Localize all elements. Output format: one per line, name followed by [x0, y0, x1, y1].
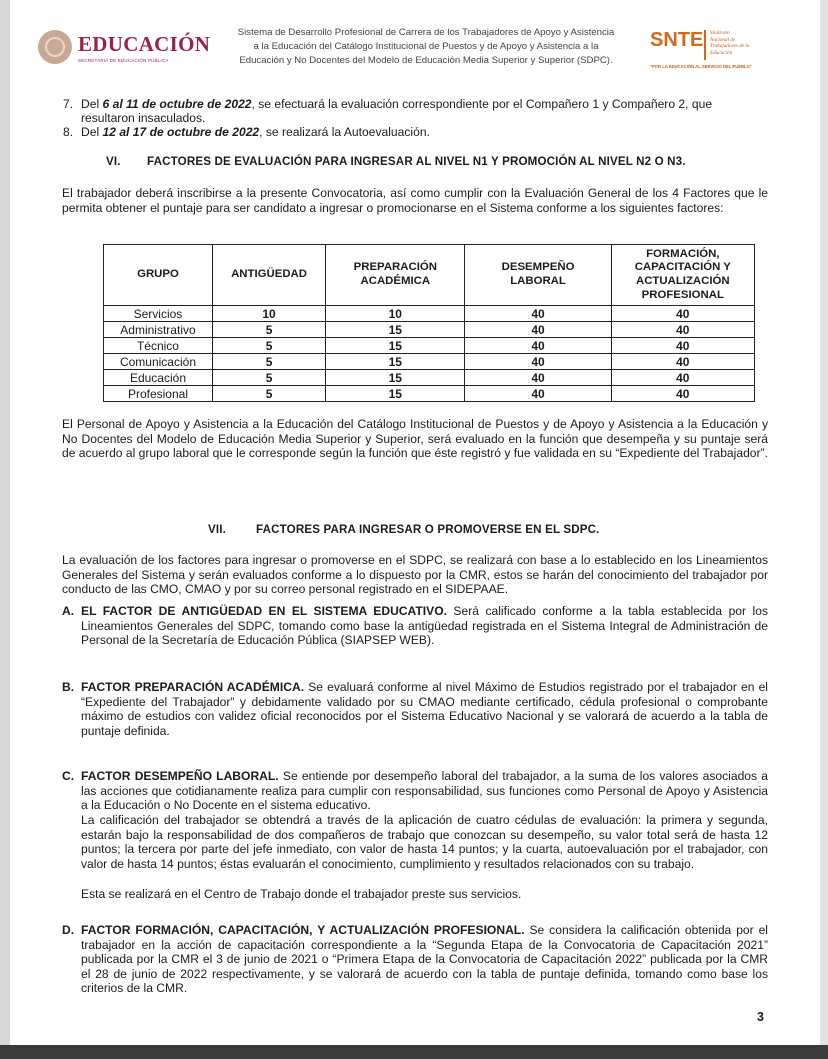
factor-letter: A. [62, 604, 75, 618]
column-header: FORMACIÓN, CAPACITACIÓN Y ACTUALIZACIÓN PROFESIONAL [611, 245, 754, 306]
page-number: 3 [757, 1010, 764, 1024]
sep-logo [36, 28, 211, 72]
table-row [104, 370, 755, 386]
column-header: DESEMPEÑO LABORAL [465, 245, 611, 306]
list-number: 7. [63, 97, 74, 111]
table-cell: 40 [611, 370, 754, 386]
table-cell: 10 [326, 306, 465, 322]
table-cell: 40 [465, 370, 611, 386]
factor-c [81, 769, 768, 813]
item-text: , se efectuará la evaluación correspondiente por el Compañero 1 y Compañero 2, que [251, 97, 713, 111]
factor-text: Se evaluará conforme al nivel Máximo de Estudios registrado por el trabajador en el “Expediente del Trabajador” y debidamente validado por su CMAO mediante certificado, cédula profesional o comprobante máximo de estudios con validez oficial reconocidos por el Sistema Educativo Nacional y se valorará de acuerdo a la tabla de puntaje definida. [81, 680, 768, 738]
factor-b [81, 680, 768, 738]
system-name [210, 26, 642, 68]
factor-title: FACTOR DESEMPEÑO LABORAL. [81, 769, 279, 783]
table-cell: 10 [212, 306, 325, 322]
table-cell: 5 [212, 370, 325, 386]
table-header-row [104, 245, 755, 306]
system-line-2: a la Educación del Catálogo Institucional de Puestos y de Apoyo y Asistencia a la [253, 41, 599, 52]
table-cell: 5 [212, 338, 325, 354]
factor-text: Se entiende por desempeño laboral del trabajador, a la suma de los valores asociados a las acciones que cotidianamente realiza para cumplir con responsabilidad, sus funciones como Personal de Apoyo y Asistencia a la Educación o No Docente en el sistema educativo. [81, 769, 768, 812]
system-line-1: Sistema de Desarrollo Profesional de Carrera de los Trabajadores de Apoyo y Asistencia [237, 27, 615, 38]
table-cell: 5 [212, 354, 325, 370]
list-item-7-continued: resultaron insaculados. [81, 111, 206, 125]
table-cell: 40 [465, 354, 611, 370]
table-cell: 40 [465, 386, 611, 402]
table-cell: 5 [212, 322, 325, 338]
factor-title: EL FACTOR DE ANTIGÜEDAD EN EL SISTEMA EDUCATIVO. [81, 604, 447, 618]
factors-table [103, 244, 755, 402]
table-cell: 15 [326, 354, 465, 370]
factor-c-paragraph-2: La calificación del trabajador se obtendrá a través de la aplicación de cuatro cédulas de evaluación: la primera y segunda, estarán bajo la responsabilidad de dos compañeros de trabajo que conozcan su desempeño, su valor total será de hasta 12 puntos; la tercera por parte del jefe inmediato, con valor de hasta 14 puntos; y la cuarta, autoevaluación por el trabajador, con valor de hasta 14 puntos; éstas evaluarán el conocimiento, cumplimiento y resultados relacionados con su trabajo. [81, 813, 768, 871]
item-text: Del [81, 97, 103, 111]
scan-edge-left [0, 0, 10, 1059]
table-cell: 40 [611, 338, 754, 354]
union-motto: "POR LA EDUCACIÓN AL SERVICIO DEL PUEBLO" [650, 64, 752, 69]
column-header: ANTIGÜEDAD [212, 245, 325, 306]
table-cell: 40 [611, 386, 754, 402]
factor-c-paragraph-3: Esta se realizará en el Centro de Trabajo donde el trabajador preste sus servicios. [81, 887, 522, 901]
section-number: VI. [106, 155, 121, 168]
table-cell: Técnico [104, 338, 213, 354]
table-cell: Profesional [104, 386, 213, 402]
table-cell: 40 [611, 306, 754, 322]
brand-name: EDUCACIÓN [78, 32, 211, 56]
table-cell: Servicios [104, 306, 213, 322]
item-text: , se realizará la Autoevaluación. [259, 125, 430, 139]
item-dates: 12 al 17 de octubre de 2022 [102, 125, 260, 139]
section-title: FACTORES PARA INGRESAR O PROMOVERSE EN EL SDPC. [256, 523, 600, 536]
list-item-8 [81, 125, 781, 140]
table-cell: Educación [104, 370, 213, 386]
section-number: VII. [208, 523, 226, 536]
item-text: Del [81, 125, 103, 139]
union-fullname-line: Trabajadores de la [710, 43, 750, 50]
table-cell: 15 [326, 386, 465, 402]
factor-letter: B. [62, 680, 75, 694]
table-cell: 5 [212, 386, 325, 402]
factor-letter: D. [62, 923, 75, 937]
union-name: SNTE [650, 29, 704, 51]
table-row [104, 306, 755, 322]
table-cell: 15 [326, 322, 465, 338]
table-cell: 15 [326, 338, 465, 354]
table-cell: 40 [611, 322, 754, 338]
table-row [104, 338, 755, 354]
table-row [104, 386, 755, 402]
section-intro: El trabajador deberá inscribirse a la presente Convocatoria, así como cumplir con la Evaluación General de los 4 Factores que le permita obtener el puntaje para ser candidato a ingresar o promocionarse en el Sistema conforme a los siguientes factores: [62, 186, 768, 215]
national-seal-icon [38, 30, 72, 64]
column-header: PREPARACIÓN ACADÉMICA [326, 245, 465, 306]
factor-title: FACTOR PREPARACIÓN ACADÉMICA. [81, 680, 305, 694]
table-cell: 40 [465, 306, 611, 322]
document-header [36, 22, 776, 74]
item-dates: 6 al 11 de octubre de 2022 [102, 97, 252, 111]
table-row [104, 322, 755, 338]
section-paragraph: El Personal de Apoyo y Asistencia a la Educación del Catálogo Institucional de Puestos y de Apoyo y Asistencia a la Educación y No Docentes del Modelo de Educación Media Superior y Superior, será evaluado en la función que desempeña y su puntaje será de acuerdo al grupo laboral que le corresponde según la función que éste registró y fue validada en su “Expediente del Trabajador”. [62, 417, 768, 460]
union-divider [704, 30, 706, 60]
table-cell: 15 [326, 370, 465, 386]
scan-edge-bottom [0, 1045, 828, 1059]
list-item-7 [81, 97, 781, 112]
union-fullname-line: Nacional de [710, 36, 736, 43]
table-cell: 40 [611, 354, 754, 370]
table-row [104, 354, 755, 370]
table-cell: 40 [465, 322, 611, 338]
section-intro: La evaluación de los factores para ingresar o promoverse en el SDPC, se realizará con base a lo establecido en los Lineamientos Generales del Sistema y serán evaluados conforme a lo dispuesto por la CMR, estos se harán del conocimiento del trabajador por conducto de las CMO, CMAO y por su correo personal registrado en el SIDEPAAE. [62, 553, 768, 596]
list-number: 8. [63, 125, 74, 139]
scan-edge-right [820, 0, 828, 1059]
union-fullname-line: Sindicato [710, 30, 730, 36]
factor-text: Será calificado conforme a la tabla establecida por los Lineamientos Generales del SDPC, tomando como base la antigüedad registrada en el Sistema Integral de Administración de Personal de la Secretaría de Educación Pública (SIAPSEP WEB). [81, 604, 768, 647]
system-line-3: Educación y No Docentes del Modelo de Educación Media Superior y Superior (SDPC). [239, 55, 613, 66]
union-fullname-line: Educación [710, 49, 733, 56]
table-cell: Comunicación [104, 354, 213, 370]
table-cell: Administrativo [104, 322, 213, 338]
union-fullname [710, 30, 749, 56]
factor-title: FACTOR FORMACIÓN, CAPACITACIÓN, Y ACTUALIZACIÓN PROFESIONAL. [81, 923, 525, 937]
section-title: FACTORES DE EVALUACIÓN PARA INGRESAR AL NIVEL N1 Y PROMOCIÓN AL NIVEL N2 O N3. [147, 155, 686, 168]
factor-text: Se considera la calificación obtenida por el trabajador en la acción de capacitación correspondiente a la “Segunda Etapa de la Convocatoria de Capacitación 2021” publicada por la CMR el 3 de junio de 2021 o “Primera Etapa de la Convocatoria de Capacitación 2022” publicada por la CMR el 28 de junio de 2022 respectivamente, y se valorará de acuerdo con la tabla de puntaje definida, tomando como base los criterios de la CMR. [81, 923, 768, 995]
factor-letter: C. [62, 769, 75, 783]
table-cell: 40 [465, 338, 611, 354]
factor-d [81, 923, 768, 996]
snte-logo [650, 28, 776, 72]
column-header: GRUPO [104, 245, 213, 306]
factor-a [81, 604, 768, 648]
brand-subtitle: SECRETARÍA DE EDUCACIÓN PÚBLICA [78, 58, 169, 63]
